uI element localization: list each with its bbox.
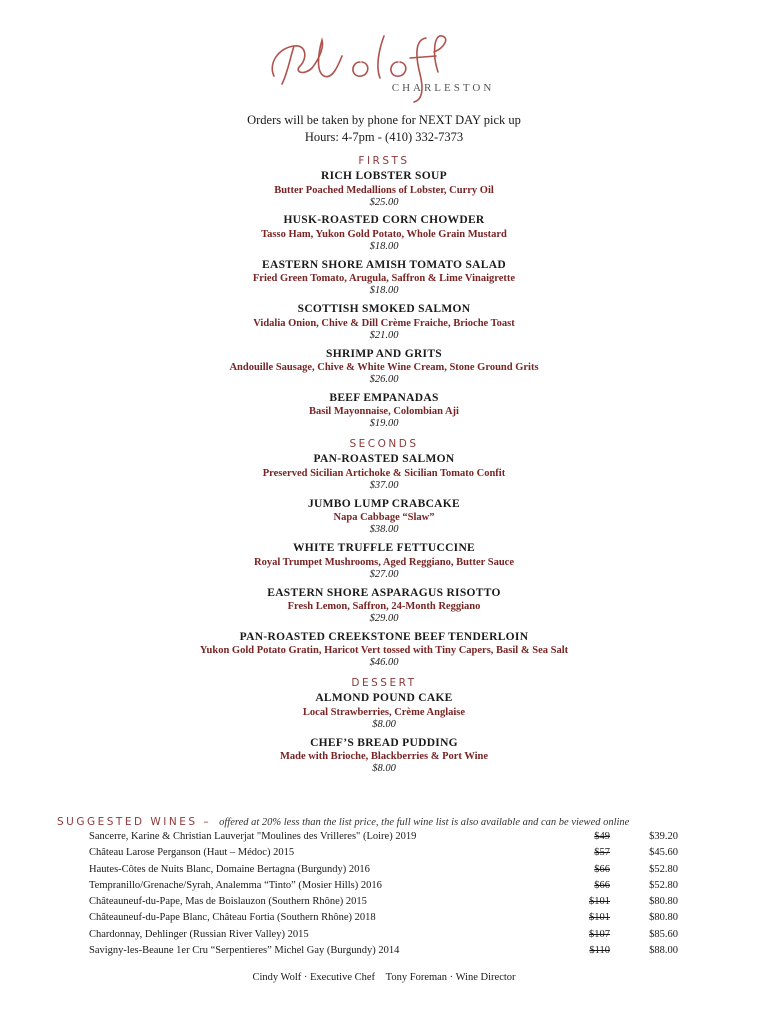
wine-name: Châteauneuf-du-Pape Blanc, Château Fortia (Southern Rhône) 2018: [89, 912, 376, 924]
wine-name: Tempranillo/Grenache/Syrah, Analemma “Tinto” (Mosier Hills) 2016: [89, 879, 382, 891]
item-price: $21.00: [369, 329, 399, 341]
item-name: SCOTTISH SMOKED SALMON: [297, 303, 471, 316]
item-name: JUMBO LUMP CRABCAKE: [307, 497, 460, 510]
item-name: HUSK-ROASTED CORN CHOWDER: [283, 214, 485, 227]
menu-item: [0, 170, 768, 209]
wine-list-price: $57: [594, 847, 610, 859]
item-desc: Vidalia Onion, Chive & Dill Crème Fraiche, Brioche Toast: [253, 317, 515, 329]
executive-chef: Cindy Wolf · Executive Chef: [252, 972, 376, 983]
item-price: $38.00: [369, 524, 399, 536]
staff-credits: [0, 972, 768, 983]
wine-name: Châteauneuf-du-Pape, Mas de Boislauzon (Southern Rhône) 2015: [89, 896, 367, 908]
menu-sections: [0, 153, 768, 781]
wine-list-price: $66: [594, 863, 610, 875]
menu-item: [0, 692, 768, 731]
item-name: SHRIMP AND GRITS: [326, 347, 442, 360]
item-price: $26.00: [369, 374, 399, 386]
order-instructions: Orders will be taken by phone for NEXT DAY pick up: [247, 113, 521, 127]
item-name: BEEF EMPANADAS: [329, 391, 439, 404]
item-price: $18.00: [369, 240, 399, 252]
item-desc: Made with Brioche, Blackberries & Port Wine: [279, 751, 489, 763]
wine-row: [0, 894, 768, 910]
wine-sale-price: $52.80: [649, 863, 678, 875]
wine-name: Hautes-Côtes de Nuits Blanc, Domaine Bertagna (Burgundy) 2016: [89, 863, 370, 875]
item-name: RICH LOBSTER SOUP: [321, 170, 447, 182]
restaurant-logo: [0, 28, 768, 108]
wine-name: Savigny-les-Beaune 1er Cru “Serpentieres” Michel Gay (Burgundy) 2014: [89, 945, 400, 957]
item-price: $19.00: [369, 418, 399, 430]
wines-note: offered at 20% less than the list price, the full wine list is also available and can be viewed online: [219, 817, 630, 828]
item-desc: Tasso Ham, Yukon Gold Potato, Whole Grain Mustard: [261, 228, 507, 240]
wine-list-price: $107: [589, 928, 610, 940]
item-price: $25.00: [369, 196, 399, 208]
wine-list-price: $66: [594, 879, 610, 891]
section-title: FIRSTS: [358, 155, 410, 167]
item-price: $27.00: [369, 568, 399, 580]
order-info: [0, 112, 768, 146]
menu-item: [0, 214, 768, 253]
wine-row: [0, 829, 768, 845]
menu-item: [0, 587, 768, 626]
wine-sale-price: $45.60: [649, 847, 678, 859]
menu-section-seconds: [0, 436, 768, 670]
wine-sale-price: $39.20: [649, 831, 678, 842]
wine-row: [0, 943, 768, 959]
menu-item: [0, 542, 768, 581]
item-desc: Royal Trumpet Mushrooms, Aged Reggiano, Butter Sauce: [254, 556, 514, 568]
item-desc: Fried Green Tomato, Arugula, Saffron & Lime Vinaigrette: [252, 273, 516, 285]
section-title: SECONDS: [349, 438, 419, 451]
item-price: $37.00: [369, 479, 399, 491]
wine-list-price: $101: [589, 912, 610, 924]
wines-header: [0, 813, 768, 829]
menu-item: [0, 348, 768, 387]
wines-title: SUGGESTED WINES –: [57, 816, 212, 828]
menu-section-firsts: [0, 153, 768, 431]
item-name: EASTERN SHORE ASPARAGUS RISOTTO: [267, 586, 501, 599]
item-name: PAN-ROASTED SALMON: [313, 453, 455, 466]
item-price: $8.00: [372, 718, 396, 730]
item-price: $29.00: [369, 613, 399, 625]
menu-item: [0, 498, 768, 537]
wine-name: Sancerre, Karine & Christian Lauverjat "Moulines des Vrilleres" (Loire) 2019: [89, 831, 417, 842]
menu-item: [0, 392, 768, 431]
item-name: WHITE TRUFFLE FETTUCCINE: [292, 542, 476, 555]
menu-item: [0, 631, 768, 670]
item-name: ALMOND POUND CAKE: [315, 692, 453, 705]
menu-section-dessert: [0, 675, 768, 775]
menu-item: [0, 259, 768, 298]
wine-name: Château Larose Perganson (Haut – Médoc) 2015: [89, 847, 295, 859]
wine-row: [0, 878, 768, 894]
wine-row: [0, 862, 768, 878]
wine-list: [0, 829, 768, 959]
wine-sale-price: $85.60: [649, 928, 678, 940]
hours-phone: Hours: 4-7pm - (410) 332-7373: [304, 130, 464, 144]
wine-list-price: $101: [589, 896, 610, 908]
item-desc: Yukon Gold Potato Gratin, Haricot Vert tossed with Tiny Capers, Basil & Sea Salt: [199, 645, 569, 657]
item-desc: Fresh Lemon, Saffron, 24-Month Reggiano: [287, 601, 481, 613]
item-desc: Preserved Sicilian Artichoke & Sicilian Tomato Confit: [262, 467, 506, 479]
wolf-script-logo: [264, 28, 504, 106]
wine-sale-price: $80.80: [649, 912, 678, 924]
wine-list-price: $110: [589, 945, 610, 957]
item-desc: Basil Mayonnaise, Colombian Aji: [309, 406, 459, 418]
wine-name: Chardonnay, Dehlinger (Russian River Valley) 2015: [89, 928, 309, 940]
wine-director: Tony Foreman · Wine Director: [385, 972, 516, 983]
item-desc: Local Strawberries, Crème Anglaise: [302, 706, 466, 718]
menu-item: [0, 453, 768, 492]
section-title: DESSERT: [351, 677, 417, 690]
wine-sale-price: $80.80: [649, 896, 678, 908]
wine-row: [0, 910, 768, 926]
menu-item: [0, 303, 768, 342]
suggested-wines: [0, 813, 768, 959]
logo-subtitle: CHARLESTON: [391, 82, 495, 94]
item-name: PAN-ROASTED CREEKSTONE BEEF TENDERLOIN: [239, 630, 529, 643]
item-price: $18.00: [369, 285, 399, 297]
wine-list-price: $49: [594, 831, 610, 842]
wine-sale-price: $88.00: [649, 945, 678, 957]
item-name: CHEF’S BREAD PUDDING: [310, 736, 458, 749]
item-name: EASTERN SHORE AMISH TOMATO SALAD: [262, 258, 506, 271]
wine-row: [0, 927, 768, 943]
menu-item: [0, 737, 768, 776]
item-price: $46.00: [369, 657, 399, 669]
item-desc: Napa Cabbage “Slaw”: [333, 512, 435, 524]
item-desc: Andouille Sausage, Chive & White Wine Cream, Stone Ground Grits: [229, 362, 539, 374]
item-desc: Butter Poached Medallions of Lobster, Curry Oil: [274, 184, 494, 196]
item-price: $8.00: [372, 763, 396, 775]
wine-row: [0, 845, 768, 861]
wine-sale-price: $52.80: [649, 879, 678, 891]
